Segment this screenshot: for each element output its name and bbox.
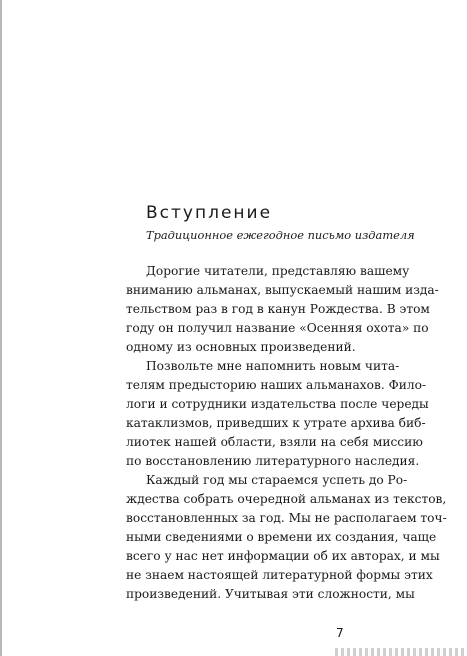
page-number: 7 — [336, 626, 344, 640]
chapter-subtitle: Традиционное ежегодное письмо издателя — [146, 228, 415, 242]
text-line: Каждый год мы стараемся успеть до Ро- — [146, 473, 408, 487]
chapter-title: Вступление — [146, 203, 273, 223]
text-line: телям предысторию наших альманахов. Фило- — [126, 378, 427, 392]
text-line: произведений. Учитывая эти сложности, мы — [126, 587, 415, 601]
text-line: лиотек нашей области, взяли на себя миссию — [126, 435, 423, 449]
page-left-edge — [0, 0, 2, 656]
text-line: ждества собрать очередной альманах из текстов, — [126, 492, 447, 506]
text-line: году он получил название «Осенняя охота» по — [126, 321, 429, 335]
text-line: по восстановлению литературного наследия. — [126, 454, 420, 468]
text-line: вниманию альманах, выпускаемый нашим изда- — [126, 283, 439, 297]
text-line: восстановленных за год. Мы не располагаем точ- — [126, 511, 447, 525]
page-bottom-edge — [335, 648, 467, 656]
text-line: Позвольте мне напомнить новым чита- — [146, 359, 400, 373]
text-line: Дорогие читатели, представляю вашему — [146, 264, 410, 278]
text-line: всего у нас нет информации об их авторах, и мы — [126, 549, 440, 563]
text-line: тельством раз в год в канун Рождества. В этом — [126, 302, 430, 316]
text-line: катаклизмов, приведших к утрате архива биб- — [126, 416, 426, 430]
text-line: ными сведениями о времени их создания, чаще — [126, 530, 437, 544]
text-line: одному из основных произведений. — [126, 340, 356, 354]
text-line: не знаем настоящей литературной формы этих — [126, 568, 433, 582]
text-line: логи и сотрудники издательства после череды — [126, 397, 429, 411]
